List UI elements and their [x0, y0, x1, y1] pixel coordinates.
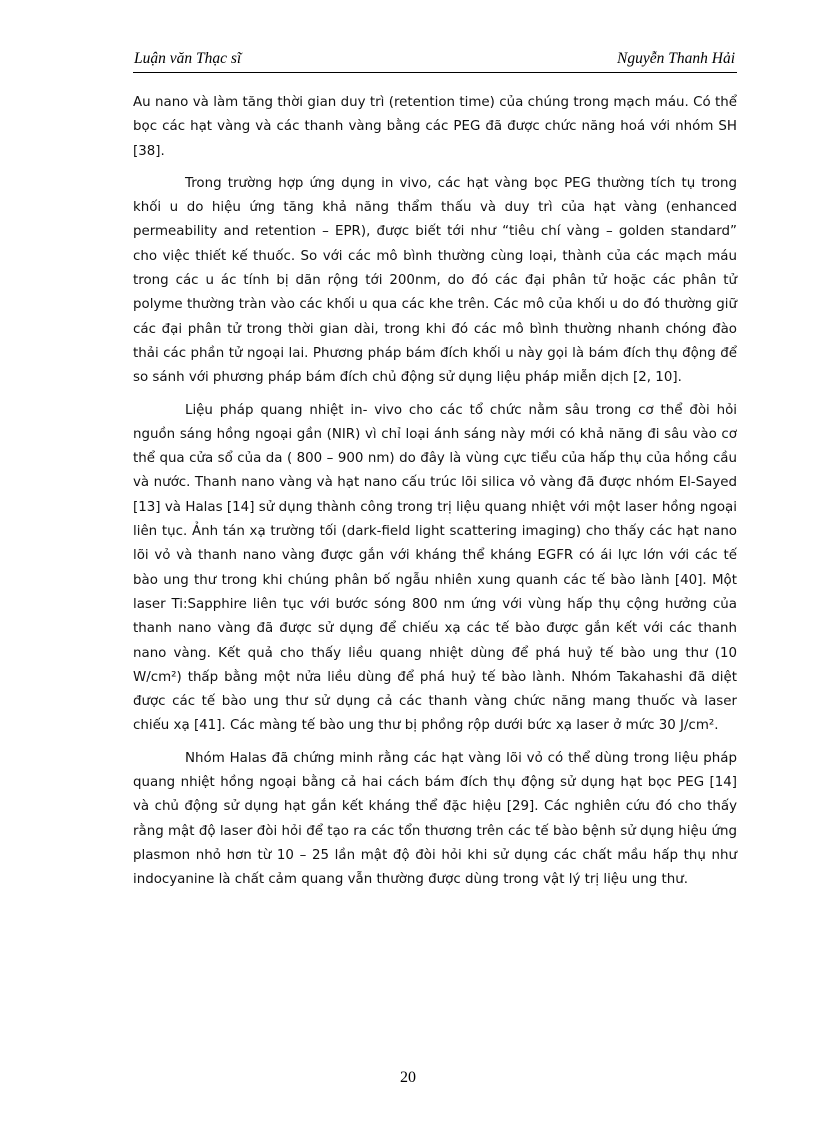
header-author: Nguyễn Thanh Hải [617, 50, 735, 67]
header-thesis-type: Luận văn Thạc sĩ [134, 50, 242, 67]
body-text [133, 91, 737, 893]
page-number: 20 [400, 1069, 416, 1086]
paragraph-4: Nhóm Halas đã chứng minh rằng các hạt vàng lõi vỏ có thể dùng trong liệu pháp quang nhiệt hồng ngoại bằng cả hai cách bám đích thụ động sử dụng hạt bọc PEG [14] và chủ động sử dụng hạt gắn kết kháng thể đặc hiệu [29]. Các nghiên cứu đó cho thấy rằng mật độ laser đòi hỏi để tạo ra các tổn thương trên các tế bào bệnh sử dụng hiệu ứng plasmon nhỏ hơn từ 10 – 25 lần mật độ đòi hỏi khi sử dụng các chất mầu hấp thụ như indocyanine là chất cảm quang vẫn thường được dùng trong vật lý trị liệu ung thư. [133, 750, 737, 888]
paragraph-1: Au nano và làm tăng thời gian duy trì (retention time) của chúng trong mạch máu. Có thể bọc các hạt vàng và các thanh vàng bằng các PEG đã được chức năng hoá với nhóm SH [38]. [133, 95, 737, 159]
running-header [133, 50, 737, 73]
paragraph-2: Trong trường hợp ứng dụng in vivo, các hạt vàng bọc PEG thường tích tụ trong khối u do hiệu ứng tăng khả năng thẩm thấu và duy trì của hạt vàng (enhanced permeability and retention – EPR), được biết tới như “tiêu chí vàng – golden standard” cho việc thiết kế thuốc. So với các mô bình thường cùng loại, thành của các mạch máu trong các u ác tính bị dãn rộng tới 200nm, do đó các đại phân tử hoặc các phân tử polyme thường tràn vào các khối u qua các khe trên. Các mô của khối u do đó thường giữ các đại phân tử trong thời gian dài, trong khi đó các mô bình thường nhanh chóng đào thải các phần tử ngoại lai. Phương pháp bám đích khối u này gọi là bám đích thụ động để so sánh với phương pháp bám đích chủ động sử dụng liệu pháp miễn dịch [2, 10]. [133, 175, 737, 386]
paragraph-3: Liệu pháp quang nhiệt in- vivo cho các tổ chức nằm sâu trong cơ thể đòi hỏi nguồn sáng hồng ngoại gần (NIR) vì chỉ loại ánh sáng này mới có khả năng đi sâu vào cơ thể qua cửa sổ của da ( 800 – 900 nm) do đây là vùng cực tiểu của hấp thụ của hồng cầu và nước. Thanh nano vàng và hạt nano cấu trúc lõi silica vỏ vàng đã được nhóm El-Sayed [13] và Halas [14] sử dụng thành công trong trị liệu quang nhiệt với một laser hồng ngoại liên tục. Ảnh tán xạ trường tối (dark-field light scattering imaging) cho thấy các hạt nano lõi vỏ và thanh nano vàng được gắn với kháng thể kháng EGFR có ái lực lớn với các tế bào ung thư trong khi chúng phân bố ngẫu nhiên xung quanh các tế bào lành [40]. Một laser Ti:Sapphire liên tục với bước sóng 800 nm ứng với vùng hấp thụ cộng hưởng của thanh nano vàng đã được sử dụng để chiếu xạ các tế bào được gắn kết với các thanh nano vàng. Kết quả cho thấy liều quang nhiệt dùng để phá huỷ tế bào ung thư (10 W/cm²) thấp bằng một nửa liều dùng để phá huỷ tế bào lành. Nhóm Takahashi đã diệt được các tế bào ung thư sử dụng cả các thanh vàng chức năng mang thuốc và laser chiếu xạ [41]. Các màng tế bào ung thư bị phồng rộp dưới bức xạ laser ở mức 30 J/cm². [133, 402, 737, 734]
